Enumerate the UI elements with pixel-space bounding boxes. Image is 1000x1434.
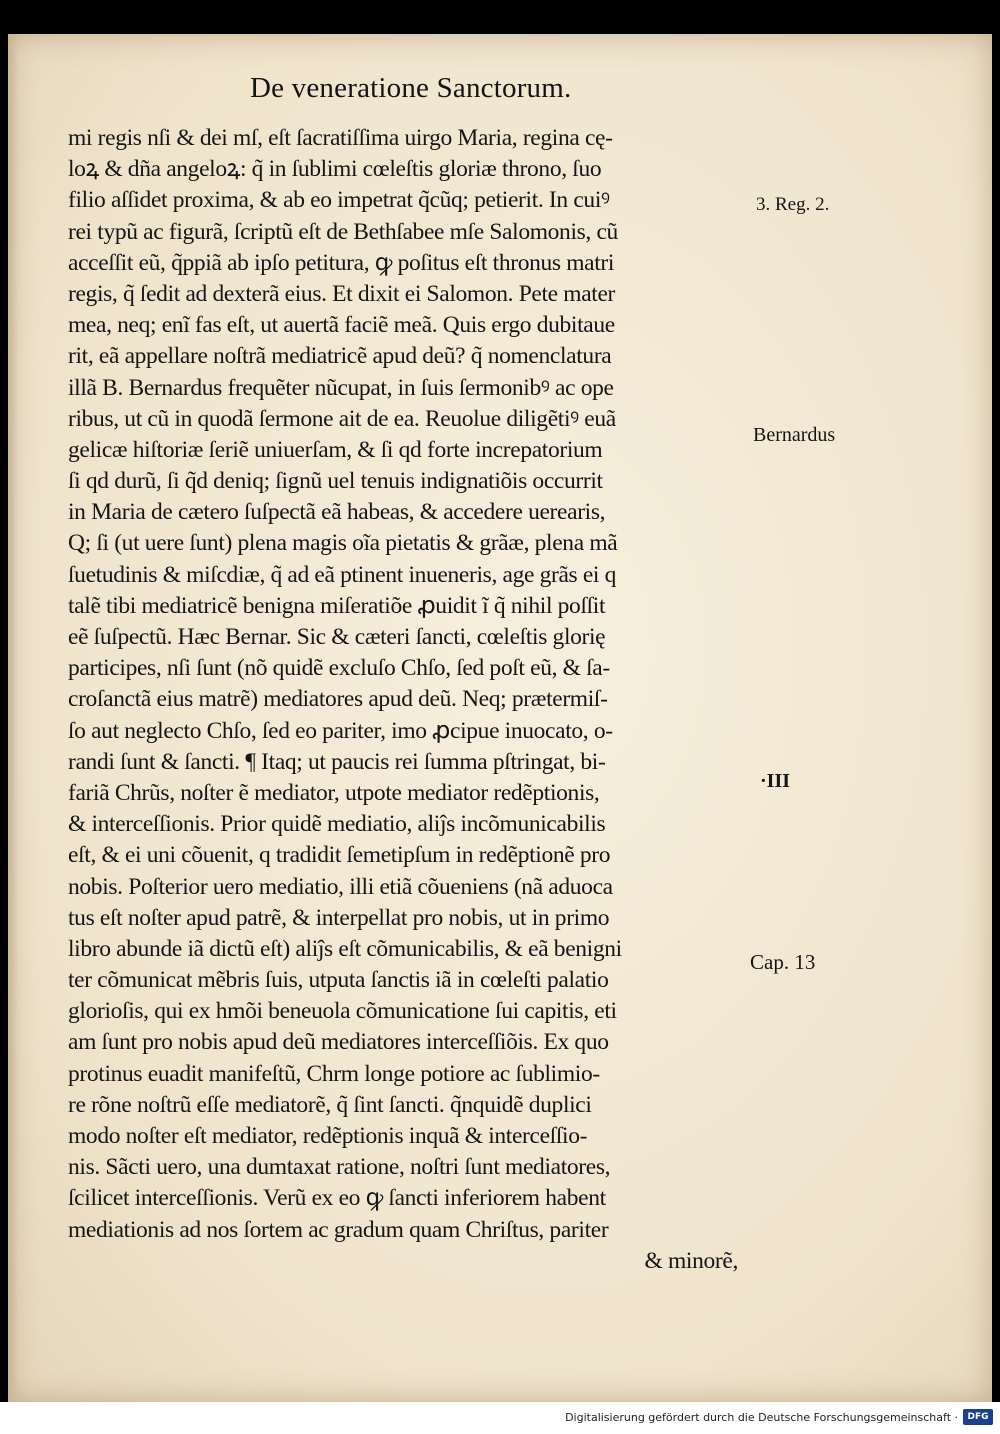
margin-note-reference: 3. Reg. 2. bbox=[756, 194, 830, 215]
text-line: protinus euadit manifeſtũ, Chrm longe potiore ac ſublimio- bbox=[68, 1060, 600, 1087]
text-line: ter cõmunicat mẽbris ſuis, utputa ſanctis iã in cœleſti palatio bbox=[68, 967, 609, 994]
margin-note-chapter: Cap. 13 bbox=[750, 950, 816, 974]
page-edge-shadow bbox=[8, 34, 18, 1402]
dfg-logo-icon: DFG bbox=[963, 1409, 993, 1425]
text-line: ſcilicet interceſſionis. Verũ ex eo ꝙ ſancti inferiorem habent bbox=[68, 1185, 606, 1212]
text-line: eẽ ſuſpectũ. Hæc Bernar. Sic & cæteri ſancti, cœleſtis glorię bbox=[68, 624, 606, 650]
text-line: rit, eã appellare noſtrã mediatricẽ apud deũ? q̃ nomenclatura bbox=[68, 343, 612, 370]
text-line: mea, neq; enĩ fas eſt, ut auertã faciẽ meã. Quis ergo dubitaue bbox=[68, 312, 615, 339]
text-line: eſt, & ei uni cõuenit, q tradidit ſemetipſum in redẽptionẽ pro bbox=[68, 842, 611, 869]
text-line: rei typũ ac figurã, ſcriptũ eſt de Bethſabee mſe Salomonis, cũ bbox=[68, 218, 618, 245]
footer-credit: Digitalisierung gefördert durch die Deutsche Forschungsgemeinschaft · bbox=[565, 1411, 958, 1424]
text-line: libro abunde iã dictũ eſt) aliĵs eſt cõmunicabilis, & eã benigni bbox=[68, 935, 622, 962]
text-line: gelicæ hiſtoriæ ſeriẽ uniuerſam, & ſi qd forte increpatorium bbox=[68, 436, 603, 463]
body-text bbox=[68, 123, 768, 1277]
text-line: ſi qd durũ, ſi q̃d deniq; ſignũ uel tenuis indignatiõis occurrit bbox=[68, 468, 603, 495]
text-line: ſuetudinis & miſcdiæ, q̃ ad eã ptinent inueneris, age grãs ei q bbox=[68, 561, 617, 588]
text-line: talẽ tibi mediatricẽ benigna miſeratiõe ꝓuidit ĩ q̃ nihil poſſit bbox=[68, 592, 606, 619]
text-line: nis. Sãcti uero, una dumtaxat ratione, noſtri ſunt mediatores, bbox=[68, 1154, 611, 1181]
text-line: Q; ſi (ut uere ſunt) plena magis oĩa pietatis & grãæ, plena mã bbox=[68, 530, 618, 557]
text-line: am ſunt pro nobis apud deũ mediatores interceſſiõis. Ex quo bbox=[68, 1029, 609, 1056]
text-line: mi regis nſi & dei mſ, eſt ſacratiſſima uirgo Maria, regina cę- bbox=[68, 125, 613, 151]
text-line: in Maria de cætero ſuſpectã eã habeas, & accedere uerearis, bbox=[68, 499, 606, 526]
text-line: mediationis ad nos ſortem ac gradum quam Chriſtus, pariter bbox=[68, 1216, 609, 1243]
margin-note-bernardus: Bernardus bbox=[753, 424, 836, 446]
text-line: loꝝ & dña angeloꝝ: q̃ in ſublimi cœleſtis gloriæ throno, ſuo bbox=[68, 156, 602, 183]
text-line: ſo aut neglecto Chſo, ſed eo pariter, imo ꝓcipue inuocato, o- bbox=[68, 717, 613, 744]
text-line: tus eſt noſter apud patrẽ, & interpellat pro nobis, ut in primo bbox=[68, 904, 610, 931]
text-line: regis, q̃ ſedit ad dexterã eius. Et dixit ei Salomon. Pete mater bbox=[68, 280, 616, 307]
text-line: acceſſit eũ, q̃ppiã ab ipſo petitura, ꝙ poſitus eſt thronus matri bbox=[68, 249, 615, 276]
text-line: nobis. Poſterior uero mediatio, illi etiã cõueniens (nã aduoca bbox=[68, 873, 613, 900]
text-line: glorioſis, qui ex hmõi beneuola cõmunicatione ſui capitis, eti bbox=[68, 998, 617, 1025]
book-page bbox=[8, 34, 992, 1402]
text-line: randi ſunt & ſancti. ¶ Itaq; ut paucis rei ſumma pſtringat, bi- bbox=[68, 748, 606, 775]
text-line: & interceſſionis. Prior quidẽ mediatio, aliĵs incõmunicabilis bbox=[68, 811, 606, 838]
text-line: re rõne noſtrũ eſſe mediatorẽ, q̃ ſint ſancti. q̃nquidẽ duplici bbox=[68, 1091, 592, 1118]
text-line: fariã Chrũs, noſter ẽ mediator, utpote mediator redẽptionis, bbox=[68, 779, 600, 806]
text-line: modo noſter eſt mediator, redẽptionis inquã & interceſſio- bbox=[68, 1123, 588, 1149]
text-line: illã B. Bernardus frequẽter nũcupat, in ſuis ſermonibꝰ ac ope bbox=[68, 374, 614, 401]
text-line: participes, nſi ſunt (nõ quidẽ excluſo Chſo, ſed poſt eũ, & ſa- bbox=[68, 655, 610, 682]
text-line: ribus, ut cũ in quodã ſermone ait de ea. Reuolue diligẽtiꝰ euã bbox=[68, 405, 616, 432]
text-line: filio aſſidet proxima, & ab eo impetrat q̃cũq; petierit. In cuiꝰ bbox=[68, 187, 610, 214]
digitization-footer bbox=[0, 1402, 1000, 1434]
text-line: croſanctã eius matrẽ) mediatores apud deũ. Neq; prætermiſ- bbox=[68, 686, 608, 713]
running-head: De veneratione Sanctorum. bbox=[250, 72, 572, 104]
margin-note-section-number: ·III bbox=[760, 770, 791, 792]
catchword-line: & minorẽ, bbox=[644, 1247, 738, 1274]
